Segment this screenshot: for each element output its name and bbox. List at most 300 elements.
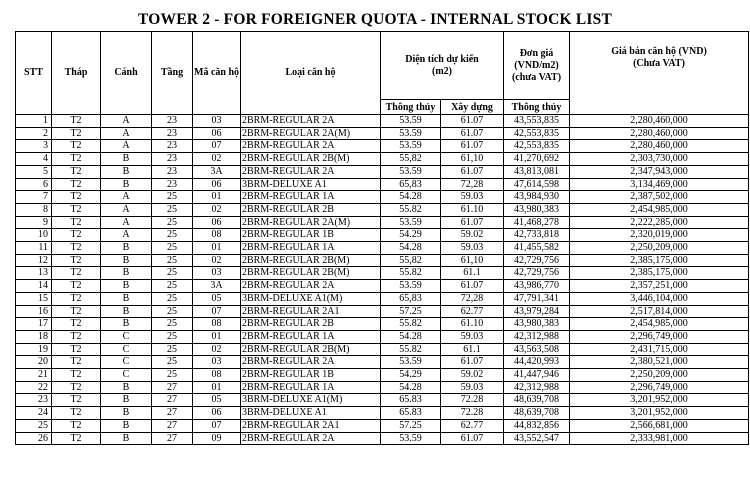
cell-canh: B xyxy=(101,153,152,166)
cell-thong-thuy: 53.59 xyxy=(381,356,441,369)
table-row xyxy=(16,267,749,280)
cell-ma-can-ho: 01 xyxy=(193,191,241,204)
cell-ma-can-ho: 08 xyxy=(193,318,241,331)
cell-stt: 7 xyxy=(16,191,52,204)
cell-thap: T2 xyxy=(52,267,101,280)
cell-canh: B xyxy=(101,178,152,191)
cell-loai-can-ho: 2BRM-REGULAR 2A(M) xyxy=(241,127,381,140)
cell-stt: 2 xyxy=(16,127,52,140)
cell-thap: T2 xyxy=(52,432,101,445)
header-don-gia-label: Đơn giá (VND/m2) (chưa VAT) xyxy=(511,47,562,83)
cell-stt: 11 xyxy=(16,242,52,255)
cell-stt: 22 xyxy=(16,381,52,394)
table-row xyxy=(16,305,749,318)
table-row xyxy=(16,343,749,356)
cell-loai-can-ho: 2BRM-REGULAR 2A xyxy=(241,432,381,445)
table-row xyxy=(16,115,749,128)
cell-tang: 27 xyxy=(152,381,193,394)
cell-thong-thuy: 54.29 xyxy=(381,229,441,242)
cell-ma-can-ho: 3A xyxy=(193,165,241,178)
cell-stt: 26 xyxy=(16,432,52,445)
cell-don-gia: 41,270,692 xyxy=(504,153,570,166)
cell-gia-ban: 2,387,502,000 xyxy=(570,191,749,204)
cell-gia-ban: 2,303,730,000 xyxy=(570,153,749,166)
cell-loai-can-ho: 2BRM-REGULAR 2A xyxy=(241,165,381,178)
cell-tang: 25 xyxy=(152,267,193,280)
table-body xyxy=(16,115,749,445)
cell-canh: B xyxy=(101,432,152,445)
header-tang: Tầng xyxy=(152,32,193,115)
cell-loai-can-ho: 2BRM-REGULAR 2A xyxy=(241,280,381,293)
cell-thong-thuy: 53.59 xyxy=(381,127,441,140)
cell-thap: T2 xyxy=(52,343,101,356)
cell-stt: 1 xyxy=(16,115,52,128)
cell-loai-can-ho: 2BRM-REGULAR 2B(M) xyxy=(241,153,381,166)
cell-canh: A xyxy=(101,115,152,128)
cell-stt: 17 xyxy=(16,318,52,331)
cell-loai-can-ho: 2BRM-REGULAR 1A xyxy=(241,381,381,394)
cell-don-gia: 41,468,278 xyxy=(504,216,570,229)
cell-tang: 23 xyxy=(152,165,193,178)
cell-thong-thuy: 54.28 xyxy=(381,242,441,255)
cell-gia-ban: 2,320,019,000 xyxy=(570,229,749,242)
cell-loai-can-ho: 3BRM-DELUXE A1 xyxy=(241,407,381,420)
cell-canh: B xyxy=(101,280,152,293)
cell-canh: B xyxy=(101,318,152,331)
cell-tang: 25 xyxy=(152,229,193,242)
table-row xyxy=(16,394,749,407)
cell-thong-thuy: 65,83 xyxy=(381,292,441,305)
cell-gia-ban: 2,454,985,000 xyxy=(570,203,749,216)
cell-thap: T2 xyxy=(52,305,101,318)
cell-canh: B xyxy=(101,242,152,255)
cell-don-gia: 44,832,856 xyxy=(504,419,570,432)
cell-tang: 23 xyxy=(152,153,193,166)
cell-xay-dung: 61.07 xyxy=(441,127,504,140)
cell-don-gia: 42,729,756 xyxy=(504,254,570,267)
header-xay-dung: Xây dựng xyxy=(441,100,504,115)
cell-thap: T2 xyxy=(52,191,101,204)
cell-thong-thuy: 55.82 xyxy=(381,343,441,356)
cell-ma-can-ho: 09 xyxy=(193,432,241,445)
cell-loai-can-ho: 2BRM-REGULAR 2A xyxy=(241,140,381,153)
cell-thong-thuy: 54.28 xyxy=(381,381,441,394)
table-row xyxy=(16,292,749,305)
cell-thap: T2 xyxy=(52,254,101,267)
cell-thong-thuy: 55,82 xyxy=(381,153,441,166)
header-loai-can-ho: Loại căn hộ xyxy=(241,32,381,115)
cell-canh: B xyxy=(101,254,152,267)
cell-don-gia: 47,791,341 xyxy=(504,292,570,305)
cell-gia-ban: 2,250,209,000 xyxy=(570,369,749,382)
cell-gia-ban: 2,280,460,000 xyxy=(570,115,749,128)
cell-xay-dung: 61.10 xyxy=(441,203,504,216)
cell-gia-ban: 2,566,681,000 xyxy=(570,419,749,432)
cell-tang: 27 xyxy=(152,432,193,445)
cell-canh: A xyxy=(101,203,152,216)
cell-tang: 25 xyxy=(152,191,193,204)
cell-stt: 24 xyxy=(16,407,52,420)
cell-gia-ban: 2,250,209,000 xyxy=(570,242,749,255)
cell-xay-dung: 72,28 xyxy=(441,178,504,191)
cell-canh: C xyxy=(101,343,152,356)
cell-thap: T2 xyxy=(52,153,101,166)
table-row xyxy=(16,356,749,369)
cell-tang: 25 xyxy=(152,292,193,305)
cell-thap: T2 xyxy=(52,203,101,216)
cell-don-gia: 48,639,708 xyxy=(504,407,570,420)
cell-don-gia: 42,729,756 xyxy=(504,267,570,280)
cell-ma-can-ho: 3A xyxy=(193,280,241,293)
cell-ma-can-ho: 06 xyxy=(193,407,241,420)
cell-canh: B xyxy=(101,394,152,407)
cell-gia-ban: 2,333,981,000 xyxy=(570,432,749,445)
cell-xay-dung: 61.07 xyxy=(441,216,504,229)
cell-don-gia: 43,984,930 xyxy=(504,191,570,204)
cell-ma-can-ho: 06 xyxy=(193,178,241,191)
cell-gia-ban: 2,385,175,000 xyxy=(570,267,749,280)
cell-gia-ban: 2,280,460,000 xyxy=(570,140,749,153)
cell-xay-dung: 59.03 xyxy=(441,330,504,343)
table-row xyxy=(16,254,749,267)
cell-don-gia: 43,553,835 xyxy=(504,115,570,128)
cell-thap: T2 xyxy=(52,381,101,394)
cell-stt: 3 xyxy=(16,140,52,153)
cell-canh: B xyxy=(101,419,152,432)
table-row xyxy=(16,318,749,331)
header-don-gia xyxy=(504,32,570,100)
cell-stt: 14 xyxy=(16,280,52,293)
cell-thap: T2 xyxy=(52,419,101,432)
cell-don-gia: 43,552,547 xyxy=(504,432,570,445)
cell-loai-can-ho: 3BRM-DELUXE A1(M) xyxy=(241,394,381,407)
cell-tang: 25 xyxy=(152,356,193,369)
cell-stt: 23 xyxy=(16,394,52,407)
cell-canh: B xyxy=(101,292,152,305)
cell-xay-dung: 72.28 xyxy=(441,407,504,420)
cell-thong-thuy: 53.59 xyxy=(381,432,441,445)
cell-loai-can-ho: 2BRM-REGULAR 2B(M) xyxy=(241,267,381,280)
cell-ma-can-ho: 07 xyxy=(193,305,241,318)
cell-tang: 25 xyxy=(152,343,193,356)
header-thap: Tháp xyxy=(52,32,101,115)
header-thong-thuy: Thông thủy xyxy=(381,100,441,115)
header-stt: STT xyxy=(16,32,52,115)
cell-ma-can-ho: 06 xyxy=(193,216,241,229)
cell-don-gia: 42,733,818 xyxy=(504,229,570,242)
cell-thong-thuy: 53.59 xyxy=(381,165,441,178)
table-row xyxy=(16,229,749,242)
page-title: TOWER 2 - FOR FOREIGNER QUOTA - INTERNAL STOCK LIST xyxy=(138,11,612,28)
cell-thong-thuy: 57.25 xyxy=(381,305,441,318)
cell-ma-can-ho: 03 xyxy=(193,115,241,128)
cell-don-gia: 43,813,081 xyxy=(504,165,570,178)
cell-loai-can-ho: 2BRM-REGULAR 2A1 xyxy=(241,305,381,318)
header-don-gia-thong-thuy: Thông thủy xyxy=(504,100,570,115)
table-row xyxy=(16,191,749,204)
cell-thong-thuy: 55.82 xyxy=(381,203,441,216)
cell-gia-ban: 2,296,749,000 xyxy=(570,381,749,394)
cell-ma-can-ho: 08 xyxy=(193,369,241,382)
header-ma-can-ho: Mã căn hộ xyxy=(193,32,241,115)
cell-ma-can-ho: 01 xyxy=(193,330,241,343)
table-row xyxy=(16,140,749,153)
cell-canh: B xyxy=(101,381,152,394)
cell-stt: 5 xyxy=(16,165,52,178)
table-row xyxy=(16,369,749,382)
cell-xay-dung: 61.1 xyxy=(441,267,504,280)
cell-thap: T2 xyxy=(52,356,101,369)
header-dien-tich xyxy=(381,32,504,100)
cell-loai-can-ho: 2BRM-REGULAR 2A(M) xyxy=(241,216,381,229)
cell-ma-can-ho: 02 xyxy=(193,203,241,216)
cell-tang: 23 xyxy=(152,115,193,128)
cell-don-gia: 42,312,988 xyxy=(504,381,570,394)
cell-xay-dung: 59.03 xyxy=(441,191,504,204)
cell-canh: B xyxy=(101,165,152,178)
cell-xay-dung: 61,10 xyxy=(441,153,504,166)
cell-gia-ban: 2,385,175,000 xyxy=(570,254,749,267)
cell-canh: B xyxy=(101,267,152,280)
table-row xyxy=(16,203,749,216)
cell-thap: T2 xyxy=(52,115,101,128)
cell-don-gia: 47,614,598 xyxy=(504,178,570,191)
cell-loai-can-ho: 3BRM-DELUXE A1 xyxy=(241,178,381,191)
cell-xay-dung: 61.07 xyxy=(441,356,504,369)
cell-thong-thuy: 53.59 xyxy=(381,216,441,229)
cell-gia-ban: 2,347,943,000 xyxy=(570,165,749,178)
cell-stt: 6 xyxy=(16,178,52,191)
cell-stt: 4 xyxy=(16,153,52,166)
table-row xyxy=(16,165,749,178)
cell-gia-ban: 2,280,460,000 xyxy=(570,127,749,140)
cell-thong-thuy: 55.82 xyxy=(381,318,441,331)
cell-thong-thuy: 53.59 xyxy=(381,280,441,293)
cell-don-gia: 42,312,988 xyxy=(504,330,570,343)
cell-ma-can-ho: 01 xyxy=(193,381,241,394)
cell-gia-ban: 2,357,251,000 xyxy=(570,280,749,293)
cell-don-gia: 42,553,835 xyxy=(504,127,570,140)
cell-xay-dung: 61.07 xyxy=(441,280,504,293)
cell-xay-dung: 62.77 xyxy=(441,305,504,318)
cell-loai-can-ho: 2BRM-REGULAR 2B(M) xyxy=(241,254,381,267)
cell-canh: B xyxy=(101,407,152,420)
cell-gia-ban: 3,446,104,000 xyxy=(570,292,749,305)
cell-don-gia: 42,553,835 xyxy=(504,140,570,153)
cell-thap: T2 xyxy=(52,242,101,255)
cell-loai-can-ho: 2BRM-REGULAR 1A xyxy=(241,330,381,343)
cell-tang: 27 xyxy=(152,407,193,420)
cell-tang: 25 xyxy=(152,369,193,382)
cell-xay-dung: 72,28 xyxy=(441,292,504,305)
cell-stt: 25 xyxy=(16,419,52,432)
cell-xay-dung: 61.07 xyxy=(441,140,504,153)
table-row xyxy=(16,127,749,140)
cell-canh: A xyxy=(101,140,152,153)
cell-thap: T2 xyxy=(52,292,101,305)
cell-xay-dung: 59.02 xyxy=(441,369,504,382)
cell-tang: 23 xyxy=(152,127,193,140)
cell-stt: 16 xyxy=(16,305,52,318)
cell-gia-ban: 2,454,985,000 xyxy=(570,318,749,331)
cell-thap: T2 xyxy=(52,216,101,229)
cell-gia-ban: 3,201,952,000 xyxy=(570,394,749,407)
cell-ma-can-ho: 02 xyxy=(193,153,241,166)
cell-tang: 23 xyxy=(152,178,193,191)
cell-loai-can-ho: 2BRM-REGULAR 1A xyxy=(241,191,381,204)
cell-thong-thuy: 55.82 xyxy=(381,267,441,280)
cell-canh: A xyxy=(101,127,152,140)
cell-stt: 15 xyxy=(16,292,52,305)
cell-gia-ban: 2,296,749,000 xyxy=(570,330,749,343)
cell-ma-can-ho: 07 xyxy=(193,419,241,432)
cell-tang: 25 xyxy=(152,330,193,343)
cell-thong-thuy: 53.59 xyxy=(381,115,441,128)
cell-canh: A xyxy=(101,191,152,204)
cell-xay-dung: 59.02 xyxy=(441,229,504,242)
stock-table xyxy=(15,31,749,445)
cell-loai-can-ho: 2BRM-REGULAR 1A xyxy=(241,242,381,255)
cell-gia-ban: 2,431,715,000 xyxy=(570,343,749,356)
cell-tang: 25 xyxy=(152,216,193,229)
cell-don-gia: 43,979,284 xyxy=(504,305,570,318)
cell-thong-thuy: 55,82 xyxy=(381,254,441,267)
cell-don-gia: 43,563,508 xyxy=(504,343,570,356)
cell-tang: 25 xyxy=(152,242,193,255)
cell-tang: 27 xyxy=(152,394,193,407)
cell-ma-can-ho: 08 xyxy=(193,229,241,242)
table-row xyxy=(16,242,749,255)
cell-tang: 25 xyxy=(152,254,193,267)
cell-thong-thuy: 65.83 xyxy=(381,407,441,420)
cell-canh: A xyxy=(101,216,152,229)
cell-stt: 19 xyxy=(16,343,52,356)
cell-stt: 20 xyxy=(16,356,52,369)
cell-thap: T2 xyxy=(52,140,101,153)
cell-xay-dung: 61.1 xyxy=(441,343,504,356)
cell-loai-can-ho: 2BRM-REGULAR 2B xyxy=(241,318,381,331)
cell-xay-dung: 59.03 xyxy=(441,381,504,394)
cell-don-gia: 41,455,582 xyxy=(504,242,570,255)
header-gia-ban-label: Giá bán căn hộ (VND) (Chưa VAT) xyxy=(611,46,707,69)
cell-thong-thuy: 53.59 xyxy=(381,140,441,153)
cell-loai-can-ho: 2BRM-REGULAR 1B xyxy=(241,229,381,242)
cell-tang: 23 xyxy=(152,140,193,153)
cell-stt: 8 xyxy=(16,203,52,216)
cell-thong-thuy: 54.28 xyxy=(381,191,441,204)
cell-don-gia: 43,986,770 xyxy=(504,280,570,293)
cell-don-gia: 44,420,993 xyxy=(504,356,570,369)
cell-thap: T2 xyxy=(52,407,101,420)
cell-xay-dung: 61.07 xyxy=(441,165,504,178)
cell-canh: C xyxy=(101,330,152,343)
header-dien-tich-label: Diện tích dự kiến (m2) xyxy=(405,53,479,77)
cell-ma-can-ho: 03 xyxy=(193,356,241,369)
cell-loai-can-ho: 2BRM-REGULAR 2A1 xyxy=(241,419,381,432)
cell-stt: 13 xyxy=(16,267,52,280)
cell-thong-thuy: 65.83 xyxy=(381,394,441,407)
cell-loai-can-ho: 2BRM-REGULAR 2A xyxy=(241,115,381,128)
cell-thap: T2 xyxy=(52,330,101,343)
cell-ma-can-ho: 02 xyxy=(193,343,241,356)
cell-tang: 25 xyxy=(152,318,193,331)
header-gia-ban xyxy=(570,32,749,115)
cell-don-gia: 43,980,383 xyxy=(504,318,570,331)
cell-loai-can-ho: 3BRM-DELUXE A1(M) xyxy=(241,292,381,305)
table-row xyxy=(16,216,749,229)
cell-ma-can-ho: 02 xyxy=(193,254,241,267)
cell-thong-thuy: 54.29 xyxy=(381,369,441,382)
cell-ma-can-ho: 05 xyxy=(193,292,241,305)
cell-thap: T2 xyxy=(52,165,101,178)
cell-ma-can-ho: 03 xyxy=(193,267,241,280)
cell-gia-ban: 3,201,952,000 xyxy=(570,407,749,420)
table-row xyxy=(16,407,749,420)
cell-stt: 9 xyxy=(16,216,52,229)
table-row xyxy=(16,280,749,293)
cell-canh: B xyxy=(101,305,152,318)
cell-loai-can-ho: 2BRM-REGULAR 2A xyxy=(241,356,381,369)
table-row xyxy=(16,432,749,445)
cell-loai-can-ho: 2BRM-REGULAR 2B(M) xyxy=(241,343,381,356)
cell-xay-dung: 59.03 xyxy=(441,242,504,255)
cell-thap: T2 xyxy=(52,318,101,331)
cell-tang: 25 xyxy=(152,305,193,318)
cell-thong-thuy: 65,83 xyxy=(381,178,441,191)
cell-loai-can-ho: 2BRM-REGULAR 1B xyxy=(241,369,381,382)
cell-gia-ban: 2,222,285,000 xyxy=(570,216,749,229)
cell-thong-thuy: 54.28 xyxy=(381,330,441,343)
cell-gia-ban: 2,517,814,000 xyxy=(570,305,749,318)
cell-gia-ban: 2,380,521,000 xyxy=(570,356,749,369)
cell-xay-dung: 61.10 xyxy=(441,318,504,331)
cell-canh: C xyxy=(101,369,152,382)
table-row xyxy=(16,178,749,191)
cell-xay-dung: 61.07 xyxy=(441,115,504,128)
table-row xyxy=(16,419,749,432)
header-canh: Cánh xyxy=(101,32,152,115)
cell-tang: 27 xyxy=(152,419,193,432)
cell-ma-can-ho: 07 xyxy=(193,140,241,153)
cell-ma-can-ho: 06 xyxy=(193,127,241,140)
cell-thong-thuy: 57.25 xyxy=(381,419,441,432)
cell-xay-dung: 61.07 xyxy=(441,432,504,445)
cell-tang: 25 xyxy=(152,203,193,216)
cell-thap: T2 xyxy=(52,369,101,382)
cell-thap: T2 xyxy=(52,127,101,140)
cell-stt: 18 xyxy=(16,330,52,343)
cell-gia-ban: 3,134,469,000 xyxy=(570,178,749,191)
cell-xay-dung: 61,10 xyxy=(441,254,504,267)
cell-ma-can-ho: 05 xyxy=(193,394,241,407)
cell-don-gia: 48,639,708 xyxy=(504,394,570,407)
cell-don-gia: 43,980,383 xyxy=(504,203,570,216)
cell-stt: 21 xyxy=(16,369,52,382)
cell-thap: T2 xyxy=(52,280,101,293)
cell-tang: 25 xyxy=(152,280,193,293)
cell-xay-dung: 72.28 xyxy=(441,394,504,407)
cell-stt: 10 xyxy=(16,229,52,242)
table-row xyxy=(16,330,749,343)
cell-xay-dung: 62.77 xyxy=(441,419,504,432)
cell-don-gia: 41,447,946 xyxy=(504,369,570,382)
cell-thap: T2 xyxy=(52,394,101,407)
cell-stt: 12 xyxy=(16,254,52,267)
table-row xyxy=(16,153,749,166)
cell-canh: C xyxy=(101,356,152,369)
cell-thap: T2 xyxy=(52,178,101,191)
table-row xyxy=(16,381,749,394)
